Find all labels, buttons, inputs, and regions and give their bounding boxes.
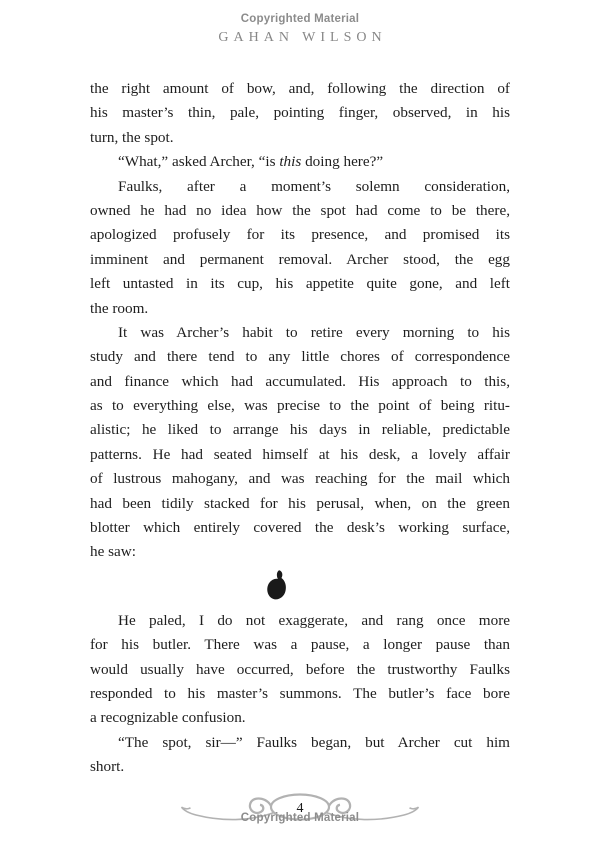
text-segment: short. bbox=[90, 758, 125, 776]
text-line bbox=[90, 658, 510, 682]
text-line bbox=[90, 516, 510, 540]
text-line bbox=[90, 272, 510, 296]
text-line bbox=[90, 394, 510, 418]
text-line bbox=[90, 731, 510, 755]
text-block-before-illustration bbox=[90, 77, 510, 565]
text-segment: “What,” asked Archer, “is bbox=[118, 153, 280, 171]
ink-spot-icon bbox=[265, 569, 289, 605]
text-segment: left untasted in its cup, his appetite quite gone, and left bbox=[90, 275, 510, 293]
text-segment: alistic; he liked to arrange his days in reliable, predictable bbox=[90, 421, 510, 439]
text-segment: would usually have occurred, before the trustworthy Faulks bbox=[90, 660, 510, 678]
text-segment: the right amount of bow, and, following the direction of bbox=[90, 80, 510, 97]
text-segment: blotter which entirely covered the desk’s working surface, bbox=[90, 519, 510, 537]
copyright-notice-top: Copyrighted Material bbox=[240, 13, 360, 25]
text-line bbox=[90, 126, 510, 150]
page-header bbox=[0, 0, 600, 46]
text-segment: study and there tend to any little chores of correspondence bbox=[90, 348, 510, 366]
text-segment: turn, the spot. bbox=[90, 128, 174, 146]
text-segment: a recognizable confusion. bbox=[90, 709, 246, 727]
text-line bbox=[90, 150, 510, 174]
text-line bbox=[90, 492, 510, 516]
text-line bbox=[90, 345, 510, 369]
paragraph bbox=[90, 609, 510, 731]
text-segment: he saw: bbox=[90, 543, 136, 561]
running-header-author: GAHAN WILSON bbox=[218, 30, 387, 45]
text-line bbox=[90, 755, 510, 779]
page-body bbox=[90, 77, 510, 780]
text-line bbox=[90, 633, 510, 657]
text-segment: owned he had no idea how the spot had come to be there, bbox=[90, 201, 510, 219]
text-line bbox=[90, 101, 510, 125]
text-segment: imminent and permanent removal. Archer stood, the egg bbox=[90, 250, 510, 268]
text-segment: apologized profusely for its presence, and promised its bbox=[90, 226, 510, 244]
text-line bbox=[90, 418, 510, 442]
text-segment: responded to his master’s summons. The butler’s face bore bbox=[90, 684, 510, 702]
ink-spot-figure bbox=[90, 565, 510, 609]
text-segment: and finance which had accumulated. His approach to this, bbox=[90, 372, 510, 390]
text-line bbox=[90, 77, 510, 101]
text-segment: doing here?” bbox=[301, 153, 384, 171]
text-line bbox=[90, 370, 510, 394]
paragraph bbox=[90, 731, 510, 780]
text-line bbox=[90, 297, 510, 321]
text-segment: for his butler. There was a pause, a longer pause than bbox=[90, 636, 510, 654]
text-block-after-illustration bbox=[90, 609, 510, 780]
paragraph bbox=[90, 321, 510, 565]
text-segment: Faulks, after a moment’s solemn consideration, bbox=[118, 177, 510, 195]
text-segment: He paled, I do not exaggerate, and rang once more bbox=[118, 611, 510, 629]
text-line bbox=[90, 609, 510, 633]
text-line bbox=[90, 540, 510, 564]
text-line bbox=[90, 175, 510, 199]
paragraph bbox=[90, 150, 510, 174]
text-line bbox=[90, 223, 510, 247]
text-line bbox=[90, 443, 510, 467]
text-line bbox=[90, 682, 510, 706]
text-segment: of lustrous mahogany, and was reaching for the mail which bbox=[90, 470, 510, 488]
copyright-notice-bottom: Copyrighted Material bbox=[240, 812, 360, 824]
text-segment: patterns. He had seated himself at his desk, a lovely affair bbox=[90, 445, 510, 463]
text-segment: had been tidily stacked for his perusal, when, on the green bbox=[90, 494, 510, 512]
text-segment: the room. bbox=[90, 299, 149, 317]
text-line bbox=[90, 321, 510, 345]
paragraph bbox=[90, 175, 510, 321]
text-line bbox=[90, 706, 510, 730]
page-number: 4 bbox=[296, 801, 304, 816]
text-line bbox=[90, 467, 510, 491]
text-segment: as to everything else, was precise to the point of being ritu- bbox=[90, 397, 510, 415]
text-line bbox=[90, 248, 510, 272]
text-line bbox=[90, 199, 510, 223]
text-segment: It was Archer’s habit to retire every morning to his bbox=[118, 323, 510, 341]
paragraph bbox=[90, 77, 510, 150]
page-footer bbox=[0, 788, 600, 848]
text-segment: “The spot, sir—” Faulks began, but Archer cut him bbox=[118, 733, 510, 751]
text-segment: his master’s thin, pale, pointing finger, observed, in his bbox=[90, 104, 510, 122]
emphasized-text: this bbox=[279, 153, 302, 171]
